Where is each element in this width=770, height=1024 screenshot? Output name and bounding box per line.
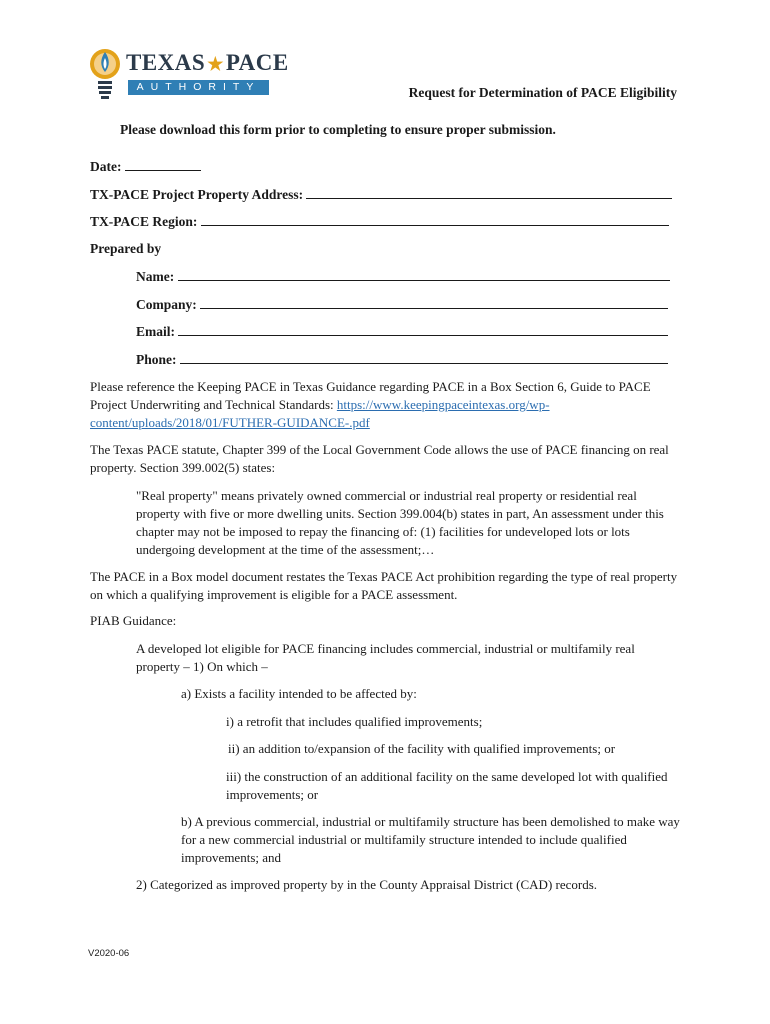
email-field[interactable]: Email: — [136, 323, 668, 340]
item-iii: iii) the construction of an additional facility on the same developed lot with qualified improvements; or — [226, 769, 668, 802]
model-document-paragraph: The PACE in a Box model document restates the Texas PACE Act prohibition regarding the type of real property on which a qualifying improvement is eligible for a PACE assessment. — [90, 569, 678, 602]
star-icon: ★ — [207, 54, 224, 74]
form-title: Request for Determination of PACE Eligibility — [408, 85, 677, 100]
item-2: 2) Categorized as improved property by in the County Appraisal District (CAD) records. — [136, 877, 598, 892]
item-b: b) A previous commercial, industrial or multifamily structure has been demolished to make way for a new commercial industrial or multifamily structure intended to include qualified improvements; and — [181, 814, 680, 865]
region-field[interactable]: TX-PACE Region: — [90, 213, 669, 230]
logo-wordmark: TEXAS ★PACE — [126, 50, 289, 75]
guidance-link[interactable]: https://www.keepingpaceintexas.org/wp-content/uploads/2018/01/FUTHER-GUIDANCE-.pdf — [90, 397, 550, 430]
phone-field[interactable]: Phone: — [136, 351, 668, 368]
company-field[interactable]: Company: — [136, 296, 668, 313]
item-a: a) Exists a facility intended to be affected by: — [181, 686, 417, 701]
version-footer: V2020-06 — [88, 948, 130, 959]
real-property-quote: "Real property" means privately owned commercial or industrial real property or residential real property with five or more dwelling units. Section 399.004(b) states in part, An assessment under this chapter may not be imposed to repay the financing of: (1) facilities for undeveloped lots or lots undergoing development at the time of the assessment;… — [136, 488, 664, 557]
property-address-field[interactable]: TX-PACE Project Property Address: — [90, 186, 672, 203]
name-field[interactable]: Name: — [136, 268, 670, 285]
download-notice: Please download this form prior to completing to ensure proper submission. — [120, 122, 556, 137]
piab-guidance-label: PIAB Guidance: — [90, 613, 177, 628]
logo-authority-bar: AUTHORITY — [128, 80, 269, 95]
texas-pace-authority-logo — [88, 44, 289, 104]
item-i: i) a retrofit that includes qualified improvements; — [226, 714, 483, 729]
prepared-by-label: Prepared by — [90, 241, 162, 256]
developed-lot-paragraph: A developed lot eligible for PACE financing includes commercial, industrial or multifamily real property – 1) On which – — [136, 641, 635, 674]
item-ii: ii) an addition to/expansion of the facility with qualified improvements; or — [228, 741, 616, 756]
lightbulb-flame-icon — [88, 44, 124, 104]
reference-paragraph: Please reference the Keeping PACE in Texas Guidance regarding PACE in a Box Section 6, Guide to PACE Project Underwriting and Technical Standards: https://www.keepingpaceintexas.org/wp-content/uploads/2018/01/FUTHER-GUIDANCE-.pdf — [90, 379, 651, 430]
statute-paragraph: The Texas PACE statute, Chapter 399 of the Local Government Code allows the use of PACE financing on real property. Section 399.002(5) states: — [90, 442, 669, 475]
date-field[interactable]: Date: — [90, 158, 201, 175]
